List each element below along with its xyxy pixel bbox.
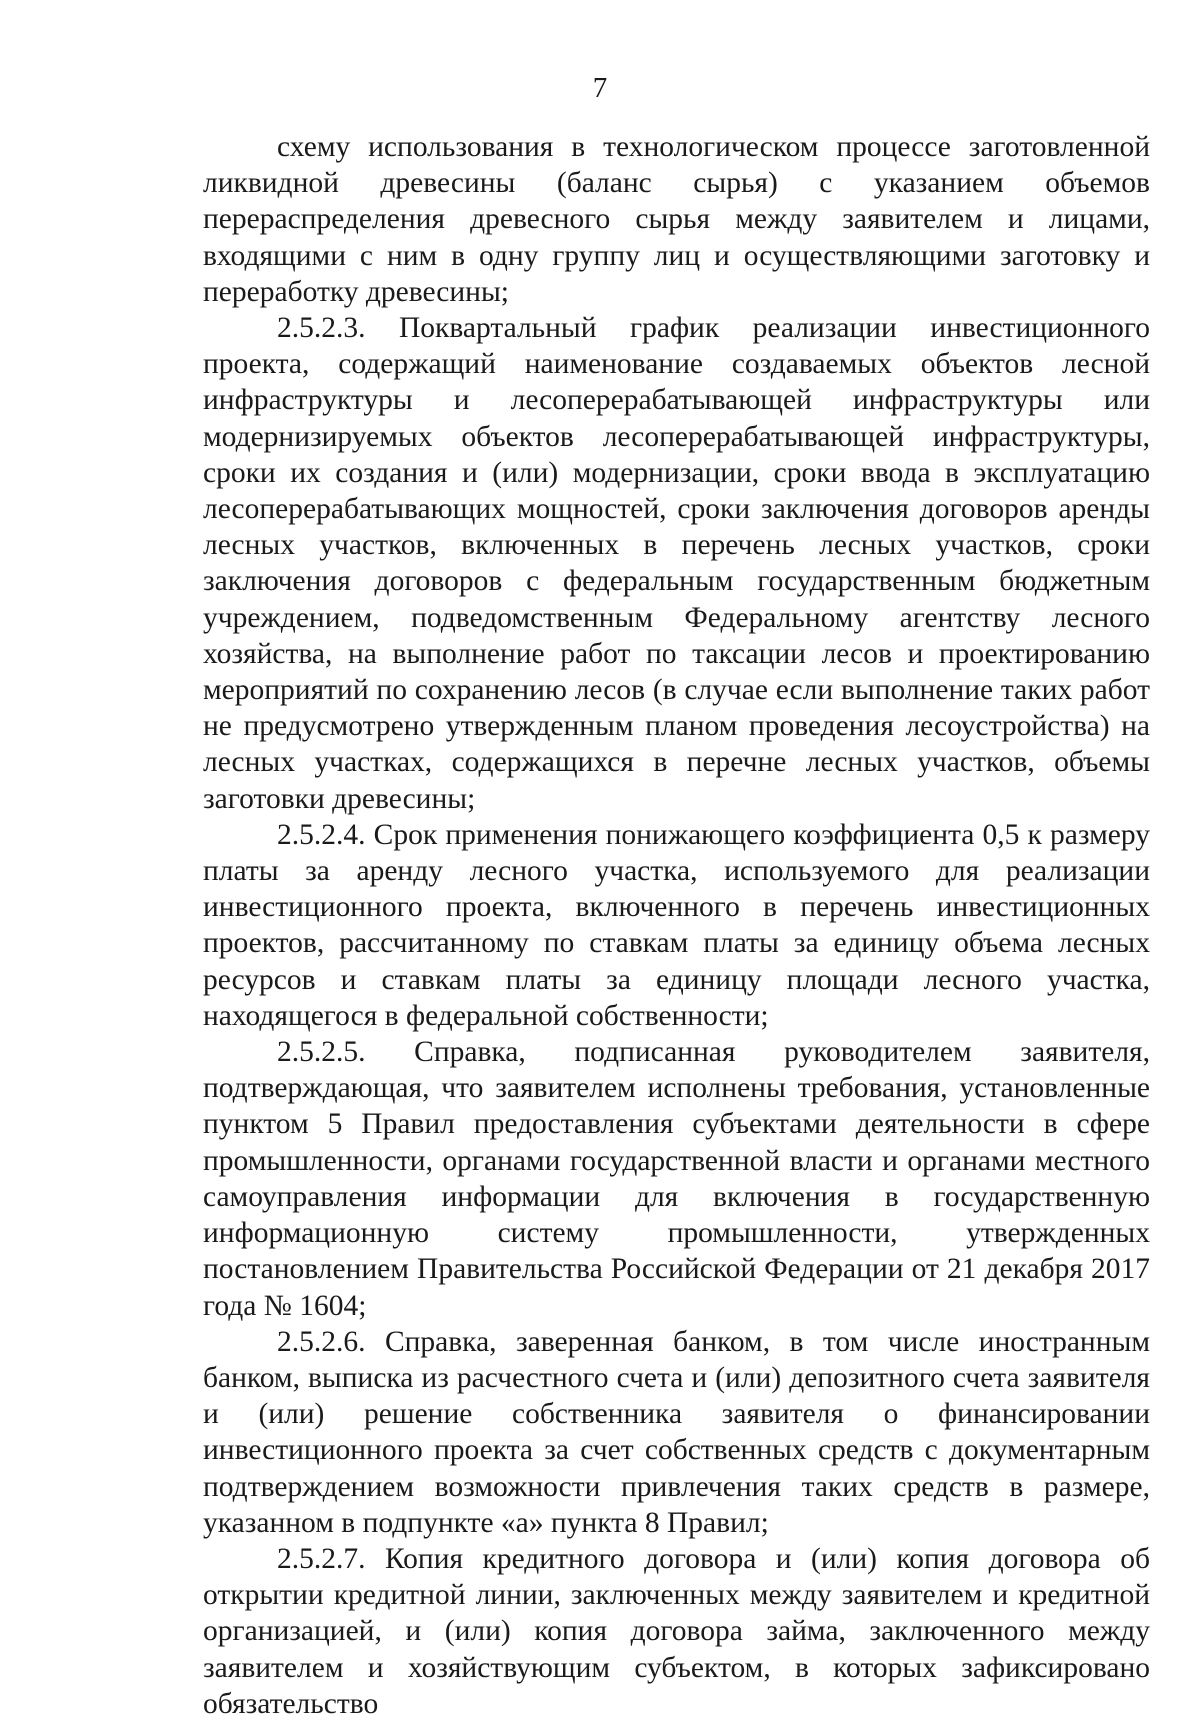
paragraph-2-5-2-3: 2.5.2.3. Поквартальный график реализации инвестиционного проекта, содержащий наименование создаваемых объектов лесной инфраструктуры и лесоперерабатывающей инфраструктуры или модернизируемых объектов лесоперерабатывающей инфраструктуры, сроки их создания и (или) модернизации, сроки ввода в эксплуатацию лесоперерабатывающих мощностей, сроки заключения договоров аренды лесных участков, включенных в перечень лесных участков, сроки заключения договоров с федеральным государственным бюджетным учреждением, подведомственным Федеральному агентству лесного хозяйства, на выполнение работ по таксации лесов и проектированию мероприятий по сохранению лесов (в случае если выполнение таких работ не предусмотрено утвержденным планом проведения лесоустройства) на лесных участках, содержащихся в перечне лесных участков, объемы заготовки древесины; [203, 312, 1150, 815]
paragraph-2-5-2-7: 2.5.2.7. Копия кредитного договора и (или) копия договора об открытии кредитной линии, заключенных между заявителем и кредитной организацией, и (или) копия договора займа, заключенного между заявителем и хозяйствующим субъектом, в которых зафиксировано обязательство [203, 1542, 1150, 1720]
paragraph-raw-material-balance: схему использования в технологическом процессе заготовленной ликвидной древесины (баланс сырья) с указанием объемов перераспределения древесного сырья между заявителем и лицами, входящими с ним в одну группу лиц и осуществляющими заготовку и переработку древесины; [203, 131, 1150, 308]
document-body [203, 129, 1150, 1722]
page-number: 7 [592, 72, 608, 104]
paragraph-2-5-2-4: 2.5.2.4. Срок применения понижающего коэффициента 0,5 к размеру платы за аренду лесного участка, используемого для реализации инвестиционного проекта, включенного в перечень инвестиционных проектов, рассчитанному по ставкам платы за единицу объема лесных ресурсов и ставкам платы за единицу площади лесного участка, находящегося в федеральной собственности; [203, 818, 1150, 1032]
paragraph-2-5-2-5: 2.5.2.5. Справка, подписанная руководителем заявителя, подтверждающая, что заявителем исполнены требования, установленные пунктом 5 Правил предоставления субъектами деятельности в сфере промышленности, органами государственной власти и органами местного самоуправления информации для включения в государственную информационную систему промышленности, утвержденных постановлением Правительства Российской Федерации от 21 декабря 2017 года № 1604; [203, 1036, 1150, 1322]
paragraph-2-5-2-6: 2.5.2.6. Справка, заверенная банком, в том числе иностранным банком, выписка из расчестного счета и (или) депозитного счета заявителя и (или) решение собственника заявителя о финансировании инвестиционного проекта за счет собственных средств с документарным подтверждением возможности привлечения таких средств в размере, указанном в подпункте «а» пункта 8 Правил; [203, 1325, 1150, 1539]
